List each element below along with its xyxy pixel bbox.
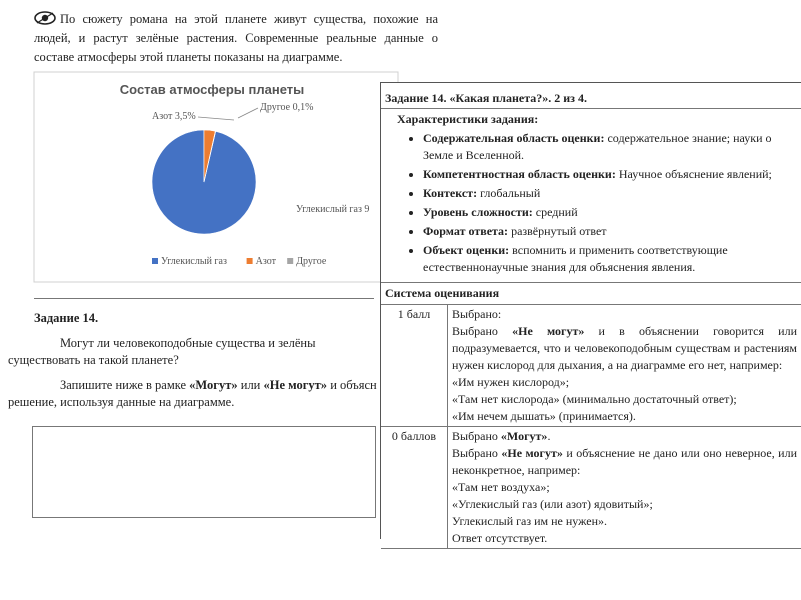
grading-row <box>381 427 801 549</box>
characteristics-list <box>399 130 801 276</box>
grading-score: 1 балл <box>381 305 448 427</box>
task-info-panel <box>380 82 801 545</box>
grading-criteria <box>448 427 801 549</box>
grading-table <box>381 305 801 549</box>
characteristic-value: глобальный <box>477 186 541 200</box>
grading-line: «Там нет кислорода» (минимально достаточный ответ); <box>452 392 737 406</box>
characteristic-value: развёрнутый ответ <box>508 224 607 238</box>
grading-criteria <box>448 305 801 427</box>
grading-line: Ответ отсутствует. <box>452 531 548 545</box>
characteristic-item <box>423 166 801 183</box>
intro-paragraph <box>34 10 438 67</box>
intro-text: По сюжету романа на этой планете живут существа, похожие на людей, и растут зелёные растения. Современные реальные данные о составе атмосферы этой планеты показаны на диаграмме. <box>34 12 438 64</box>
characteristic-label: Объект оценки: <box>423 243 510 257</box>
grading-row <box>381 305 801 427</box>
instr-text: или <box>237 378 264 392</box>
task-block <box>8 300 377 419</box>
grading-line: «Им нечем дышать» (принимается). <box>452 409 636 423</box>
pie-data-label: Азот 3,5% <box>152 111 196 122</box>
pie-data-label: Углекислый газ 9 <box>296 204 370 215</box>
pie-chart-svg <box>34 72 398 282</box>
grading-line: «Им нужен кислород»; <box>452 375 570 389</box>
legend-swatch <box>247 258 253 264</box>
characteristic-item <box>423 242 801 276</box>
characteristic-value: содержательное знание; науки о Земле и Вселенной. <box>423 131 772 162</box>
task-question-line1: Могут ли человекоподобные существа и зелёны <box>60 336 316 350</box>
pie-chart <box>34 72 398 282</box>
pie-data-label: Другое 0,1% <box>260 102 314 113</box>
legend-entry: Другое <box>296 256 327 267</box>
panel-header: Задание 14. «Какая планета?». 2 из 4. <box>381 83 801 109</box>
legend-swatch <box>152 258 158 264</box>
characteristic-item <box>423 204 801 221</box>
grading-line: Выбрано «Не могут» и в объяснении говорится или подразумевается, что и человекоподобным существам и растениям нужен кислород для дыхания, а на диаграмме его нет, например: <box>452 324 797 372</box>
task-question <box>8 335 374 369</box>
instr-text: и объясн <box>327 378 377 392</box>
task-instruction <box>8 377 377 411</box>
characteristic-item <box>423 130 801 164</box>
characteristic-item <box>423 185 801 202</box>
characteristic-item <box>423 223 801 240</box>
task-title: Задание 14. <box>34 311 99 325</box>
answer-box[interactable] <box>32 426 376 518</box>
legend-swatch <box>287 258 293 264</box>
grading-line: Выбрано «Не могут» и объяснение не дано или оно неверное, или неконкретное, например: <box>452 446 797 477</box>
grading-line: «Углекислый газ (или азот) ядовитый»; <box>452 497 653 511</box>
characteristic-label: Содержательная область оценки: <box>423 131 605 145</box>
chart-title: Состав атмосферы планеты <box>119 82 305 97</box>
instr-option-can: «Могут» <box>189 378 238 392</box>
task-question-line2: существовать на такой планете? <box>8 353 179 367</box>
characteristic-value: вспомнить и применить соответствующие естественнонаучные знания для объяснения явления. <box>423 243 728 274</box>
instr-text-line2: решение, используя данные на диаграмме. <box>8 395 235 409</box>
instr-option-cannot: «Не могут» <box>263 378 328 392</box>
divider <box>34 298 374 299</box>
grading-line: Выбрано: <box>452 307 502 321</box>
characteristic-label: Уровень сложности: <box>423 205 533 219</box>
characteristic-label: Контекст: <box>423 186 478 200</box>
grading-line: Выбрано «Могут». <box>452 429 551 443</box>
grading-line: «Там нет воздуха»; <box>452 480 550 494</box>
instr-text: Запишите ниже в рамке <box>60 378 190 392</box>
grading-line: Углекислый газ им не нужен». <box>452 514 608 528</box>
characteristics-title: Характеристики задания: <box>397 112 539 126</box>
characteristic-label: Формат ответа: <box>423 224 509 238</box>
characteristics <box>381 109 801 283</box>
characteristic-label: Компетентностная область оценки: <box>423 167 616 181</box>
grading-title: Система оценивания <box>381 283 801 305</box>
eye-icon <box>34 11 56 25</box>
grading-score: 0 баллов <box>381 427 448 549</box>
legend-entry: Углекислый газ <box>161 256 227 267</box>
legend-entry: Азот <box>255 256 276 267</box>
characteristic-value: средний <box>532 205 578 219</box>
characteristic-value: Научное объяснение явлений; <box>615 167 772 181</box>
